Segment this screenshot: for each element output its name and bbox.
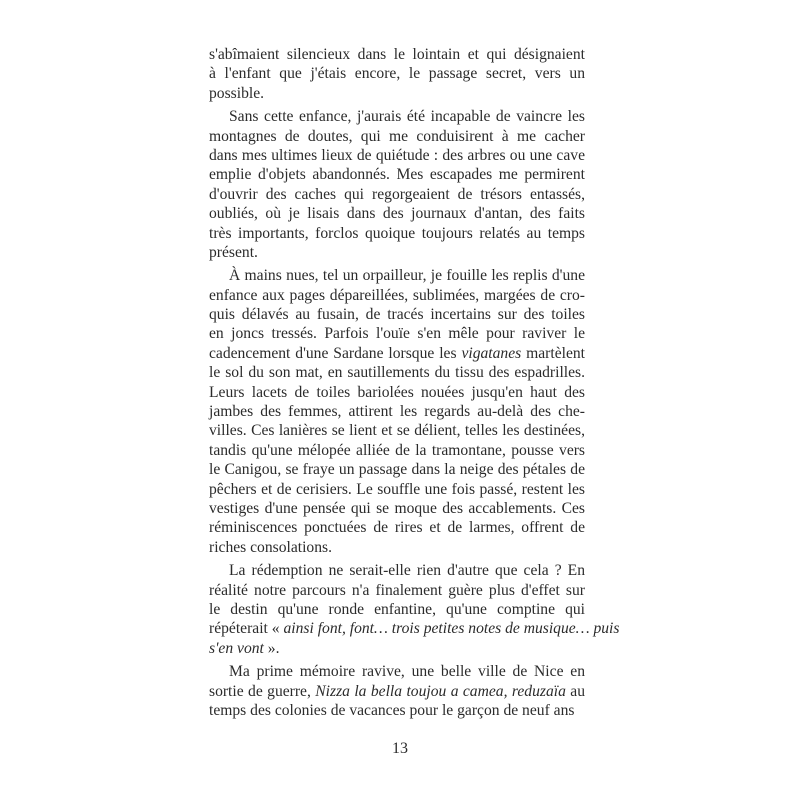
text-line xyxy=(209,146,585,165)
body-text xyxy=(209,45,620,720)
text-line xyxy=(209,243,585,262)
text-line xyxy=(209,538,585,557)
italic-text: Nizza la bella toujou a camea, reduzaïa xyxy=(315,682,566,700)
text-line xyxy=(209,324,585,343)
text-segment: montagnes de doutes, qui me conduisirent à me cacher xyxy=(209,127,585,145)
text-line xyxy=(209,662,585,681)
text-segment: oubliés, où je lisais dans des journaux d'antan, des faits xyxy=(209,205,585,223)
text-segment: temps des colonies de vacances pour le garçon de neuf ans xyxy=(209,701,575,719)
paragraph xyxy=(209,45,585,103)
text-line xyxy=(209,383,585,402)
text-line xyxy=(209,701,585,720)
text-segment: emplie d'objets abandonnés. Mes escapades me permirent xyxy=(209,166,585,184)
text-segment: jambes des femmes, attirent les regards au-delà des che- xyxy=(209,403,585,421)
text-line xyxy=(209,581,585,600)
text-line xyxy=(209,402,585,421)
text-line xyxy=(209,224,585,243)
text-segment: le destin qu'une ronde enfantine, qu'une comptine qui xyxy=(209,600,585,618)
text-line xyxy=(209,127,585,146)
page-number: 13 xyxy=(392,740,408,757)
text-segment: villes. Ces lanières se lient et se délient, telles les destinées, xyxy=(209,422,585,440)
text-segment: Ma prime mémoire ravive, une belle ville de Nice en xyxy=(229,663,585,681)
text-segment: enfance aux pages dépareillées, sublimées, margées de cro- xyxy=(209,286,585,304)
text-line xyxy=(209,600,585,619)
text-line xyxy=(209,165,585,184)
text-segment: très importants, forclos quoique toujours relatés au temps xyxy=(209,224,585,242)
text-segment: s'abîmaient silencieux dans le lointain et qui désignaient xyxy=(209,46,585,63)
text-line xyxy=(209,561,585,580)
text-segment: La rédemption ne serait-elle rien d'autre que cela ? En xyxy=(229,562,585,580)
text-line xyxy=(209,45,585,64)
paragraph xyxy=(209,107,585,262)
text-line xyxy=(209,682,585,701)
text-line xyxy=(209,266,585,285)
text-line xyxy=(209,344,585,363)
text-line xyxy=(209,84,585,103)
text-segment: cadencement d'une Sardane lorsque les xyxy=(209,344,462,362)
text-line xyxy=(209,204,585,223)
italic-text: ainsi font, font… trois petites notes de musique… puis xyxy=(283,620,620,638)
text-segment: pêchers et de cerisiers. Le souffle une fois passé, restent les xyxy=(209,480,585,498)
text-line xyxy=(209,619,620,638)
text-segment: martèlent xyxy=(521,344,585,362)
text-segment: Leurs lacets de toiles bariolées nouées jusqu'en haut des xyxy=(209,383,585,401)
text-line xyxy=(209,480,585,499)
text-segment: réminiscences ponctuées de rires et de larmes, offrent de xyxy=(209,519,585,537)
text-segment: présent. xyxy=(209,243,258,261)
italic-text: s'en vont xyxy=(209,639,264,657)
text-line xyxy=(209,421,585,440)
text-segment: réalité notre parcours n'a finalement guère plus d'effet sur xyxy=(209,581,585,599)
text-segment: tandis qu'une mélopée alliée de la tramontane, pousse vers xyxy=(209,441,585,459)
text-segment: riches consolations. xyxy=(209,538,332,556)
text-line xyxy=(209,107,585,126)
text-segment: vestiges d'une pensée qui se moque des accablements. Ces xyxy=(209,499,585,517)
text-line xyxy=(209,639,585,658)
text-line xyxy=(209,185,585,204)
paragraph xyxy=(209,662,585,720)
text-line xyxy=(209,441,585,460)
text-segment: ». xyxy=(263,639,280,657)
text-line xyxy=(209,286,585,305)
italic-text: vigatanes xyxy=(461,344,522,362)
text-segment: Sans cette enfance, j'aurais été incapable de vaincre les xyxy=(229,108,585,126)
text-line xyxy=(209,460,585,479)
text-line xyxy=(209,64,585,83)
text-segment: le Canigou, se fraye un passage dans la neige des pétales de xyxy=(209,461,585,479)
text-segment: en joncs tressés. Parfois l'ouïe s'en mêle pour raviver le xyxy=(209,325,585,343)
text-segment: sortie de guerre, xyxy=(209,682,316,700)
text-segment: le sol du son mat, en sautillements du tissu des espadrilles. xyxy=(209,364,585,382)
text-segment: quis délavés au fusain, de tracés incertains sur des toiles xyxy=(209,306,585,324)
text-line xyxy=(209,518,585,537)
text-segment: d'ouvrir des caches qui regorgeaient de trésors entassés, xyxy=(209,185,585,203)
paragraph xyxy=(209,561,620,658)
text-segment: possible. xyxy=(209,84,265,102)
text-line xyxy=(209,305,585,324)
text-line xyxy=(209,499,585,518)
paragraph xyxy=(209,266,585,557)
text-line xyxy=(209,363,585,382)
text-segment: au xyxy=(565,682,585,700)
text-segment: répéterait « xyxy=(209,620,284,638)
text-segment: À mains nues, tel un orpailleur, je fouille les replis d'une xyxy=(229,267,585,285)
text-segment: à l'enfant que j'étais encore, le passage secret, vers un xyxy=(209,65,585,83)
text-segment: dans mes ultimes lieux de quiétude : des arbres ou une cave xyxy=(209,146,585,164)
